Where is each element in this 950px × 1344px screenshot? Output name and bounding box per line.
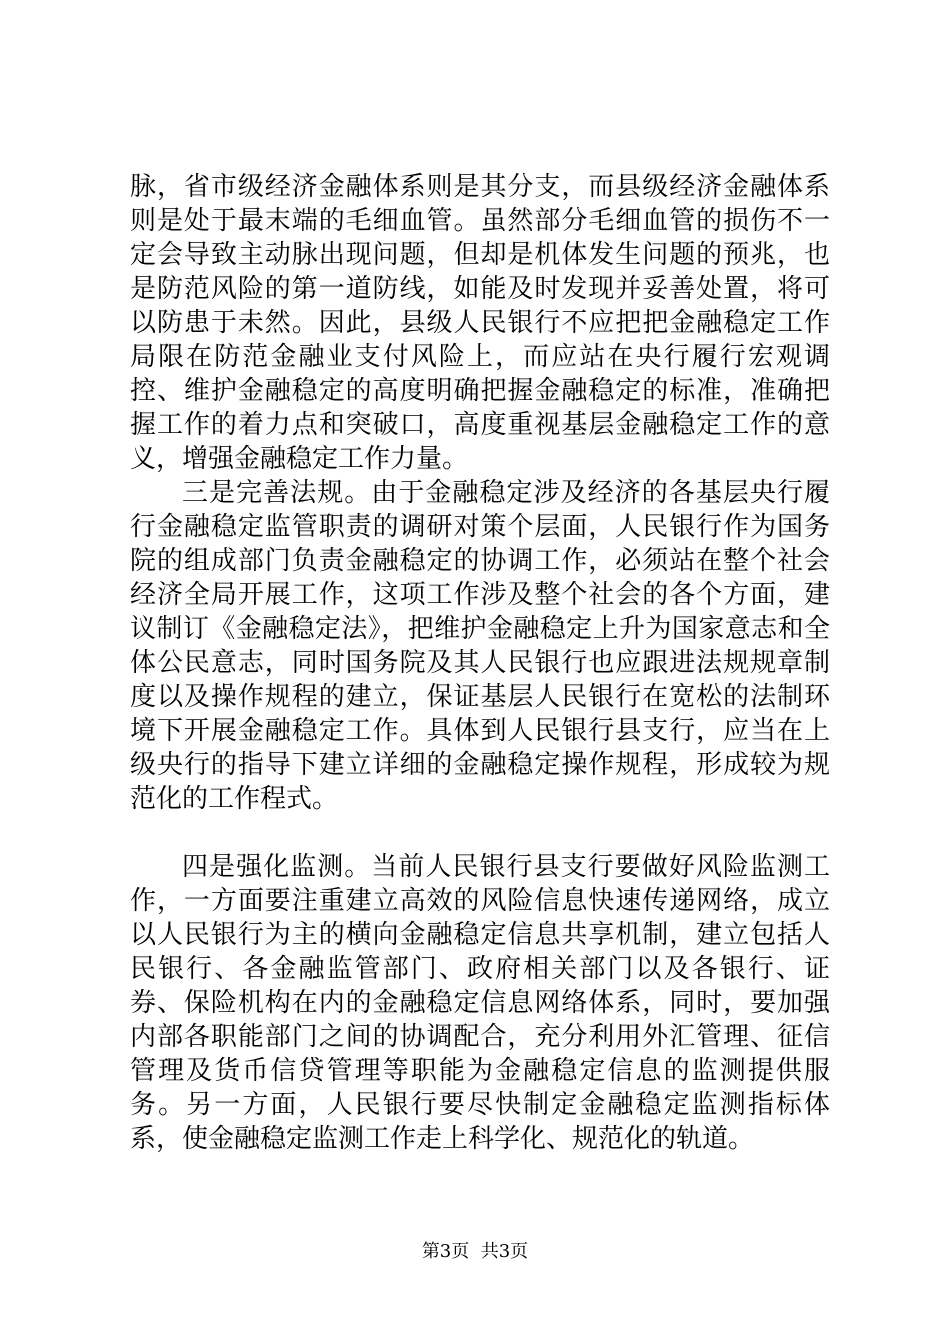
page-footer: 第3页 共3页 (421, 1241, 529, 1262)
paragraph-improve-regulations: 三是完善法规。由于金融稳定涉及经济的各基层央行履行金融稳定监管职责的调研对策个层面，人民银行作为国务院的组成部门负责金融稳定的协调工作，必须站在整个社会经济全局开展工作，这项工作涉及整个社会的各个方面，建议制订《金融稳定法》，把维护金融稳定上升为国家意志和全体公民意志，同时国务院及其人民银行也应跟进法规规章制度以及操作规程的建立，保证基层人民银行在宽松的法制环境下开展金融稳定工作。具体到人民银行县支行，应当在上级央行的指导下建立详细的金融稳定操作规程，形成较为规范化的工作程式。 (130, 478, 830, 814)
paragraph-continuation: 脉，省市级经济金融体系则是其分支，而县级经济金融体系则是处于最末端的毛细血管。虽然部分毛细血管的损伤不一定会导致主动脉出现问题，但却是机体发生问题的预兆，也是防范风险的第一道防线，如能及时发现并妥善处置，将可以防患于未然。因此，县级人民银行不应把把金融稳定工作局限在防范金融业支付风险上，而应站在央行履行宏观调控、维护金融稳定的高度明确把握金融稳定的标准，准确把握工作的着力点和突破口，高度重视基层金融稳定工作的意义，增强金融稳定工作力量。 (130, 172, 830, 474)
document-body (130, 170, 830, 1156)
paragraph-spacer (130, 816, 830, 850)
paragraph-strengthen-monitoring: 四是强化监测。当前人民银行县支行要做好风险监测工作，一方面要注重建立高效的风险信息快速传递网络，成立以人民银行为主的横向金融稳定信息共享机制，建立包括人民银行、各金融监管部门、政府相关部门以及各银行、证券、保险机构在内的金融稳定信息网络体系，同时，要加强内部各职能部门之间的协调配合，充分利用外汇管理、征信管理及货币信贷管理等职能为金融稳定信息的监测提供服务。另一方面，人民银行要尽快制定金融稳定监测指标体系，使金融稳定监测工作走上科学化、规范化的轨道。 (130, 852, 830, 1154)
